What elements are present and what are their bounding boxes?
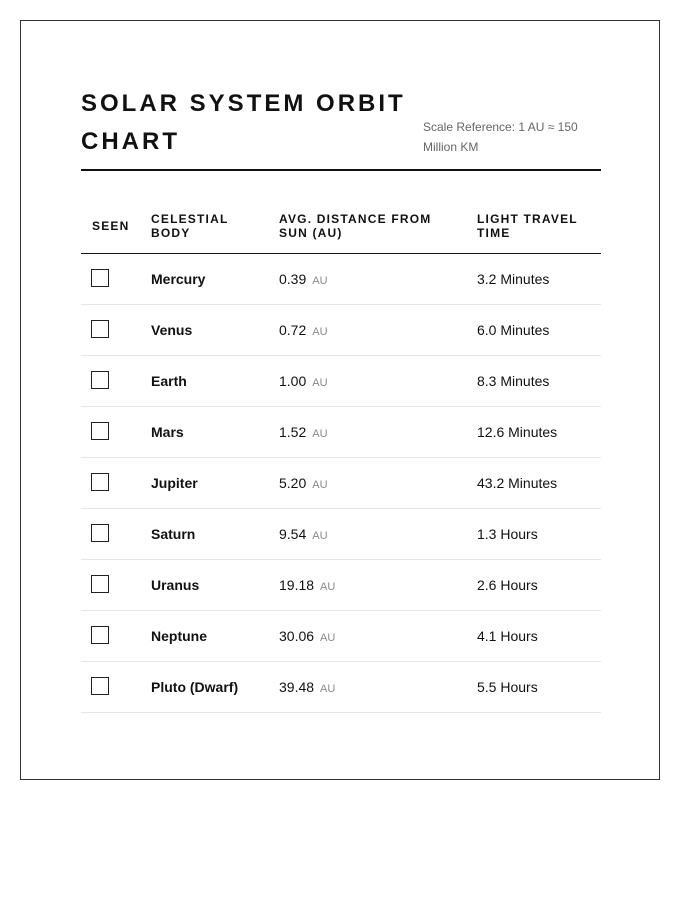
light-travel-time: 43.2 Minutes <box>477 475 558 491</box>
celestial-body-name: Jupiter <box>151 475 198 491</box>
table-row <box>81 662 601 713</box>
distance-unit: AU <box>312 428 328 440</box>
distance-cell <box>279 526 328 544</box>
celestial-body-name: Mercury <box>151 271 206 287</box>
chart-header <box>81 81 601 171</box>
light-travel-time: 6.0 Minutes <box>477 322 550 338</box>
celestial-body-name: Pluto (Dwarf) <box>151 679 239 695</box>
distance-value: 1.52 <box>279 424 307 440</box>
seen-checkbox[interactable] <box>91 269 109 287</box>
celestial-body-name: Earth <box>151 373 187 389</box>
distance-unit: AU <box>312 479 328 491</box>
light-travel-time: 3.2 Minutes <box>477 271 550 287</box>
distance-value: 0.72 <box>279 322 307 338</box>
celestial-body-name: Mars <box>151 424 184 440</box>
distance-cell <box>279 628 335 646</box>
celestial-body-name: Neptune <box>151 628 207 644</box>
light-travel-time: 1.3 Hours <box>477 526 538 542</box>
distance-value: 1.00 <box>279 373 307 389</box>
distance-cell <box>279 322 328 340</box>
orbit-chart-card <box>20 20 660 780</box>
distance-cell <box>279 679 335 697</box>
distance-value: 0.39 <box>279 271 307 287</box>
orbit-table <box>81 199 601 713</box>
distance-cell <box>279 373 328 391</box>
table-row <box>81 254 601 305</box>
column-header-distance: AVG. DISTANCE FROM SUN (AU) <box>279 212 432 240</box>
table-row <box>81 407 601 458</box>
distance-unit: AU <box>312 275 328 287</box>
seen-checkbox[interactable] <box>91 626 109 644</box>
distance-cell <box>279 271 328 289</box>
light-travel-time: 2.6 Hours <box>477 577 538 593</box>
distance-cell <box>279 577 335 595</box>
celestial-body-name: Venus <box>151 322 193 338</box>
seen-checkbox[interactable] <box>91 371 109 389</box>
column-header-light-travel-time: LIGHT TRAVEL TIME <box>477 212 578 240</box>
table-row <box>81 356 601 407</box>
celestial-body-name: Saturn <box>151 526 196 542</box>
light-travel-time: 12.6 Minutes <box>477 424 558 440</box>
seen-checkbox[interactable] <box>91 677 109 695</box>
seen-checkbox[interactable] <box>91 473 109 491</box>
table-row <box>81 305 601 356</box>
distance-unit: AU <box>312 377 328 389</box>
distance-unit: AU <box>312 326 328 338</box>
table-row <box>81 560 601 611</box>
table-row <box>81 509 601 560</box>
seen-checkbox[interactable] <box>91 575 109 593</box>
table-row <box>81 458 601 509</box>
page-title: SOLAR SYSTEM ORBIT CHART <box>81 90 406 155</box>
distance-unit: AU <box>320 581 336 593</box>
distance-unit: AU <box>312 530 328 542</box>
distance-unit: AU <box>320 683 336 695</box>
table-header <box>81 199 601 254</box>
light-travel-time: 8.3 Minutes <box>477 373 550 389</box>
distance-cell <box>279 424 328 442</box>
celestial-body-name: Uranus <box>151 577 200 593</box>
light-travel-time: 4.1 Hours <box>477 628 538 644</box>
table-row <box>81 611 601 662</box>
distance-value: 5.20 <box>279 475 307 491</box>
seen-checkbox[interactable] <box>91 524 109 542</box>
distance-value: 9.54 <box>279 526 307 542</box>
distance-value: 39.48 <box>279 679 315 695</box>
seen-checkbox[interactable] <box>91 422 109 440</box>
column-header-seen: SEEN <box>92 219 130 233</box>
distance-unit: AU <box>320 632 336 644</box>
distance-cell <box>279 475 328 493</box>
light-travel-time: 5.5 Hours <box>477 679 538 695</box>
column-header-celestial-body: CELESTIAL BODY <box>151 212 229 240</box>
seen-checkbox[interactable] <box>91 320 109 338</box>
distance-value: 30.06 <box>279 628 315 644</box>
distance-value: 19.18 <box>279 577 315 593</box>
scale-reference: Scale Reference: 1 AU ≈ 150 Million KM <box>423 120 578 154</box>
